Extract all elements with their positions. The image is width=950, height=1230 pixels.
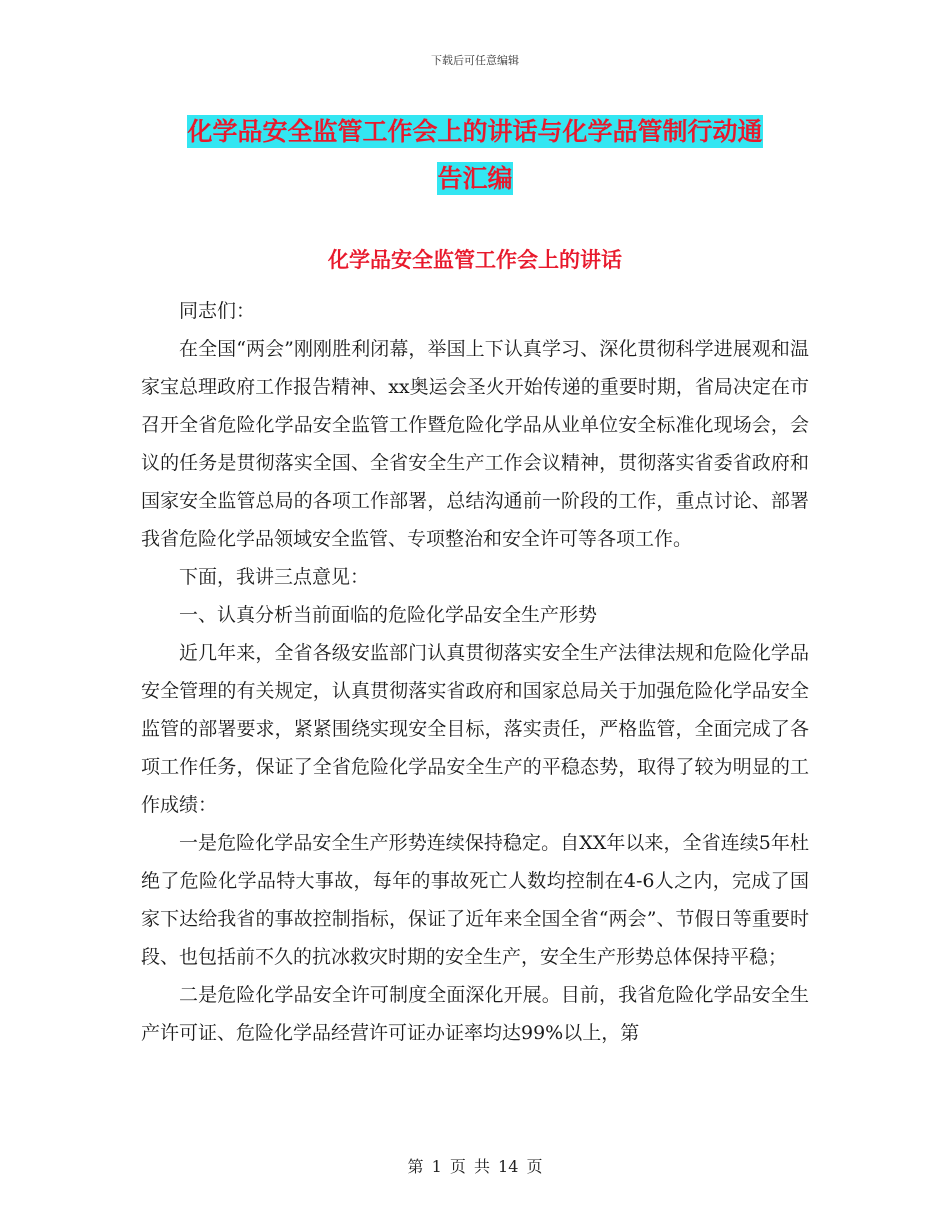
- paragraph-salutation: 同志们：: [179, 300, 256, 322]
- page-footer: [0, 1154, 950, 1177]
- total-pages-number: 14: [498, 1157, 519, 1176]
- document-title: [0, 108, 950, 202]
- paragraph: 一是危险化学品安全生产形势连续保持稳定。自XX年以来，全省连续5年杜绝了危险化学品特大事故，每年的事故死亡人数均控制在4-6人之内，完成了国家下达给我省的事故控制指标，保证了近年来全国全省“两会”、节假日等重要时段、也包括前不久的抗冰救灾时期的安全生产，安全生产形势总体保持平稳；: [141, 832, 809, 968]
- page-label-suffix: 页: [526, 1157, 543, 1176]
- document-title-line-2: 告汇编: [437, 164, 513, 193]
- page-label-mid: 页 共: [449, 1157, 490, 1176]
- speech-body: [141, 292, 809, 1052]
- section-title: 化学品安全监管工作会上的讲话: [328, 247, 622, 272]
- document-title-line-1: 化学品安全监管工作会上的讲话与化学品管制行动通: [187, 117, 763, 146]
- paragraph-heading: 一、认真分析当前面临的危险化学品安全生产形势: [179, 604, 598, 626]
- header-note: 下载后可任意编辑: [431, 54, 519, 67]
- paragraph: 二是危险化学品安全许可制度全面深化开展。目前，我省危险化学品安全生产许可证、危险化学品经营许可证办证率均达99%以上，第: [141, 984, 809, 1044]
- paragraph: 在全国“两会”刚刚胜利闭幕，举国上下认真学习、深化贯彻科学进展观和温家宝总理政府工作报告精神、xx奥运会圣火开始传递的重要时期，省局决定在市召开全省危险化学品安全监管工作暨危险化学品从业单位安全标准化现场会，会议的任务是贯彻落实全国、全省安全生产工作会议精神，贯彻落实省委省政府和国家安全监管总局的各项工作部署，总结沟通前一阶段的工作，重点讨论、部署我省危险化学品领域安全监管、专项整治和安全许可等各项工作。: [141, 338, 809, 550]
- paragraph: 下面，我讲三点意见：: [179, 566, 370, 588]
- current-page-number: 1: [431, 1157, 442, 1176]
- paragraph: 近几年来，全省各级安监部门认真贯彻落实安全生产法律法规和危险化学品安全管理的有关规定，认真贯彻落实省政府和国家总局关于加强危险化学品安全监管的部署要求，紧紧围绕实现安全目标，落实责任，严格监管，全面完成了各项工作任务，保证了全省危险化学品安全生产的平稳态势，取得了较为明显的工作成绩：: [141, 642, 809, 816]
- page-label-prefix: 第: [407, 1157, 424, 1176]
